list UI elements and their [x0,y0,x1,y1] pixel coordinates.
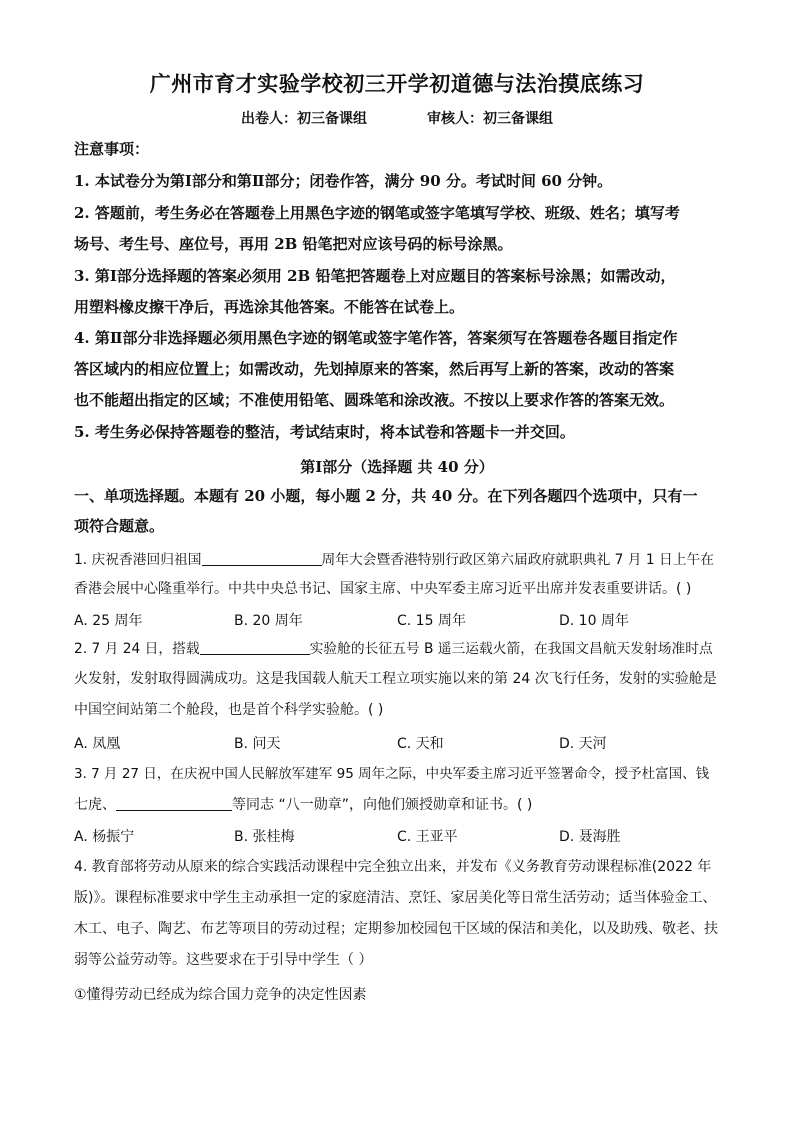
option-d: D. 10 周年 [559,613,629,629]
question-3-line: 七虎、 等同志 “八一勋章”，向他们颁授勋章和证书。( ) [74,794,532,815]
note-line: 2. 答题前，考生务必在答题卷上用黑色字迹的钢笔或签字笔填写学校、班级、姓名；填写考 [74,204,680,222]
section-instruction: 项符合题意。 [74,517,165,535]
authors-line [0,108,794,128]
answer-blank [116,794,232,811]
note-line: 答区域内的相应位置上；如需改动，先划掉原来的答案，然后再写上新的答案，改动的答案 [74,360,675,378]
part1-title: 第Ⅰ部分（选择题 共 40 分） [300,458,494,476]
question-1-line: 1. 庆祝香港回归祖国 周年大会暨香港特别行政区第六届政府就职典礼 7 月 1 日上午在 [74,549,714,570]
option-d: D. 天河 [559,736,607,752]
note-line: 4. 第Ⅱ部分非选择题必须用黑色字迹的钢笔或签字笔作答，答案须写在答题卷各题目指定作 [74,329,678,347]
answer-blank [202,549,322,566]
question-2-line: 火发射，发射取得圆满成功。这是我国载人航天工程立项实施以来的第 24 次飞行任务，发射的实验舱是 [74,671,717,687]
option-c: C. 天和 [397,736,444,752]
question-2-line: 2. 7 月 24 日，搭载 实验舱的长征五号 B 遥三运载火箭，在我国文昌航天发射场准时点 [74,638,713,659]
question-2-line: 中国空间站第二个舱段，也是首个科学实验舱。( ) [74,702,384,718]
page-title: 广州市育才实验学校初三开学初道德与法治摸底练习 [149,71,645,96]
option-b: B. 20 周年 [234,613,303,629]
note-line: 也不能超出指定的区域；不准使用铅笔、圆珠笔和涂改液。不按以上要求作答的答案无效。 [74,391,675,409]
option-b: B. 问天 [234,736,281,752]
option-a: A. 凤凰 [74,736,121,752]
note-line: 3. 第Ⅰ部分选择题的答案必须用 2B 铅笔把答题卷上对应题目的答案标号涂黑；如需改动， [74,267,676,285]
section-instruction: 一、单项选择题。本题有 20 小题，每小题 2 分，共 40 分。在下列各题四个选项中，只有一 [74,487,698,505]
note-line: 1. 本试卷分为第Ⅰ部分和第Ⅱ部分；闭卷作答，满分 90 分。考试时间 60 分钟。 [74,172,613,190]
question-4-line: 版)》。课程标准要求中学生主动承担一定的家庭清洁、烹饪、家居美化等日常生活劳动；适当体验金工、 [74,890,717,906]
option-d: D. 聂海胜 [559,829,621,845]
note-line: 场号、考生号、座位号，再用 2B 铅笔把对应该号码的标号涂黑。 [74,235,513,253]
question-4-line: 4. 教育部将劳动从原来的综合实践活动课程中完全独立出来，并发布《义务教育劳动课程标准(2022 年 [74,859,712,875]
option-b: B. 张桂梅 [234,829,295,845]
option-a: A. 25 周年 [74,613,143,629]
answer-blank [200,638,310,655]
option-c: C. 王亚平 [397,829,458,845]
question-4-statement: ①懂得劳动已经成为综合国力竞争的决定性因素 [74,987,367,1003]
question-3-line: 3. 7 月 27 日，在庆祝中国人民解放军建军 95 周年之际，中央军委主席习近平签署命令，授予杜富国、钱 [74,766,710,782]
question-1-line: 香港会展中心隆重举行。中共中央总书记、国家主席、中央军委主席习近平出席并发表重要讲话。( ) [74,581,692,597]
question-4-line: 木工、电子、陶艺、布艺等项目的劳动过程；定期参加校园包干区域的保洁和美化，以及助残、敬老、扶 [74,921,718,937]
author-label: 出卷人：初三备课组 [241,111,367,127]
option-c: C. 15 周年 [397,613,466,629]
note-line: 用塑料橡皮擦干净后，再选涂其他答案。不能答在试卷上。 [74,298,465,316]
question-4-line: 弱等公益劳动等。这些要求在于引导中学生（ ） [74,952,373,968]
reviewer-label: 审核人：初三备课组 [427,111,553,127]
option-a: A. 杨振宁 [74,829,135,845]
notes-heading: 注意事项： [74,140,150,158]
note-line: 5. 考生务必保持答题卷的整洁，考试结束时，将本试卷和答题卡一并交回。 [74,423,575,441]
